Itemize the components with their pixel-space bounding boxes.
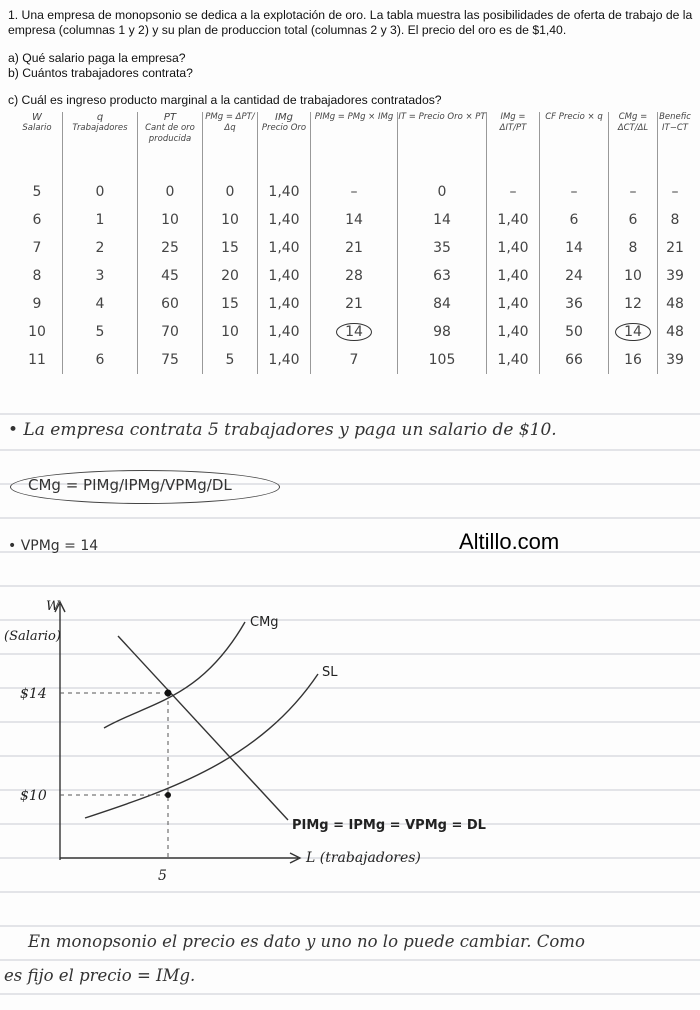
- table-cell: 48: [658, 290, 693, 318]
- table-cell: 6: [32, 212, 42, 228]
- table-row: [12, 290, 692, 318]
- question-b: b) Cuántos trabajadores contrata?: [8, 66, 193, 80]
- table-cell: 14: [311, 206, 398, 234]
- table-cell: 45: [138, 262, 203, 290]
- table-cell: 2: [63, 234, 138, 262]
- col-header: IT = Precio Oro × PT: [398, 112, 487, 170]
- y-tick-10: $10: [20, 788, 47, 804]
- table-cell: 4: [63, 290, 138, 318]
- wage-point: [165, 792, 171, 798]
- table-cell: 60: [138, 290, 203, 318]
- table-cell: 98: [398, 318, 487, 346]
- table-cell: 1,40: [258, 346, 311, 374]
- table-row: [12, 262, 692, 290]
- table-cell: 1,40: [258, 206, 311, 234]
- table-cell: 1,40: [487, 346, 540, 374]
- col-header: PIMg = PMg × IMg: [311, 112, 398, 170]
- monopsony-graph: [0, 590, 700, 890]
- col-header: CF Precio × q: [540, 112, 609, 170]
- table-row: [12, 170, 692, 206]
- table-cell: 8: [609, 234, 658, 262]
- table-cell: 8: [32, 268, 42, 284]
- table-cell: 0: [203, 170, 258, 206]
- table-cell: 10: [203, 318, 258, 346]
- table-cell: 21: [311, 234, 398, 262]
- table-cell: 6: [609, 206, 658, 234]
- table-cell: 39: [658, 346, 693, 374]
- x-tick-5: 5: [158, 868, 167, 884]
- table-cell: 8: [658, 206, 693, 234]
- table-cell: 12: [609, 290, 658, 318]
- table-cell: 21: [658, 234, 693, 262]
- col-header: CMg = ΔCT/ΔL: [609, 112, 658, 170]
- col-header: q Trabajadores: [63, 112, 138, 170]
- col-header: PT Cant de oro producida: [138, 112, 203, 170]
- supply-label: SL: [322, 665, 338, 680]
- table-cell: 66: [540, 346, 609, 374]
- y-tick-14: $14: [20, 686, 47, 702]
- circled-value: 14: [336, 323, 372, 341]
- table-row: [12, 206, 692, 234]
- table-cell: 7: [32, 240, 42, 256]
- table-row: [12, 234, 692, 262]
- col-header: IMg Precio Oro: [258, 112, 311, 170]
- table-cell: [311, 318, 398, 346]
- table-cell: 25: [138, 234, 203, 262]
- table-cell: 0: [138, 170, 203, 206]
- demand-label: PIMg = IPMg = VPMg = DL: [292, 818, 486, 833]
- table-cell: 16: [609, 346, 658, 374]
- table-cell: 35: [398, 234, 487, 262]
- question-c: c) Cuál es ingreso producto marginal a la cantidad de trabajadores contratados?: [8, 93, 442, 107]
- table-cell: 11: [28, 352, 46, 368]
- table-cell: 5: [32, 184, 42, 200]
- table-cell: 39: [658, 262, 693, 290]
- table-cell: –: [609, 170, 658, 206]
- table-cell: 10: [203, 206, 258, 234]
- answer-vpmg: • VPMg = 14: [8, 538, 99, 554]
- table-cell: 105: [398, 346, 487, 374]
- circled-value: 14: [615, 323, 651, 341]
- data-table: [12, 112, 692, 374]
- answer-hire-wage: • La empresa contrata 5 trabajadores y paga un salario de $10.: [8, 420, 557, 440]
- question-a: a) Qué salario paga la empresa?: [8, 51, 186, 65]
- table-header-row: [12, 112, 692, 170]
- table-cell: 9: [32, 296, 42, 312]
- cmg-curve: [104, 622, 245, 728]
- table-cell: 28: [311, 262, 398, 290]
- table-cell: 1,40: [258, 318, 311, 346]
- formula: CMg = PIMg/IPMg/VPMg/DL: [28, 476, 232, 494]
- table-cell: 1: [63, 206, 138, 234]
- table-cell: 1,40: [487, 206, 540, 234]
- table-cell: –: [540, 170, 609, 206]
- table-cell: 6: [63, 346, 138, 374]
- equilibrium-point: [165, 690, 172, 697]
- table-cell: 15: [203, 290, 258, 318]
- col-header: W Salario: [22, 112, 52, 133]
- supply-curve: [85, 674, 318, 818]
- table-cell: 5: [63, 318, 138, 346]
- table-cell: [609, 318, 658, 346]
- table-cell: 1,40: [258, 170, 311, 206]
- conclusion-line-1: En monopsonio el precio es dato y uno no lo puede cambiar. Como: [28, 932, 585, 951]
- col-header: Benefic IT−CT: [658, 112, 693, 170]
- y-axis-symbol: W: [46, 599, 60, 614]
- conclusion-line-2: es fijo el precio = IMg.: [4, 966, 196, 985]
- col-header: IMg = ΔIT/PT: [487, 112, 540, 170]
- table-cell: 24: [540, 262, 609, 290]
- watermark: Altillo.com: [459, 529, 560, 554]
- table-cell: –: [658, 170, 693, 206]
- table-cell: 63: [398, 262, 487, 290]
- table-cell: 10: [138, 206, 203, 234]
- table-row: [12, 318, 692, 346]
- table-cell: 1,40: [487, 318, 540, 346]
- table-cell: 50: [540, 318, 609, 346]
- col-header: PMg = ΔPT/Δq: [203, 112, 258, 170]
- table-cell: 36: [540, 290, 609, 318]
- cmg-label: CMg: [250, 615, 279, 630]
- table-cell: 7: [311, 346, 398, 374]
- table-cell: 0: [63, 170, 138, 206]
- table-row: [12, 346, 692, 374]
- table-cell: 10: [28, 324, 46, 340]
- table-cell: 1,40: [487, 290, 540, 318]
- table-cell: –: [311, 170, 398, 206]
- table-cell: 1,40: [487, 234, 540, 262]
- table-cell: 1,40: [258, 290, 311, 318]
- table-cell: 70: [138, 318, 203, 346]
- table-cell: 48: [658, 318, 693, 346]
- x-axis-label: L (trabajadores): [306, 850, 421, 866]
- table-cell: 14: [540, 234, 609, 262]
- table-cell: 84: [398, 290, 487, 318]
- table-cell: 20: [203, 262, 258, 290]
- table-cell: 5: [203, 346, 258, 374]
- table-cell: 0: [398, 170, 487, 206]
- table-cell: 1,40: [258, 262, 311, 290]
- table-cell: 14: [398, 206, 487, 234]
- table-cell: 10: [609, 262, 658, 290]
- table-cell: 3: [63, 262, 138, 290]
- table-cell: 21: [311, 290, 398, 318]
- table-cell: 1,40: [487, 262, 540, 290]
- table-cell: –: [487, 170, 540, 206]
- table-cell: 15: [203, 234, 258, 262]
- table-cell: 1,40: [258, 234, 311, 262]
- demand-curve: [118, 636, 288, 820]
- table-cell: 6: [540, 206, 609, 234]
- table-cell: 75: [138, 346, 203, 374]
- problem-statement: 1. Una empresa de monopsonio se dedica a la explotación de oro. La tabla muestra las posibilidades de oferta de trabajo de la empresa (columnas 1 y 2) y su plan de produccion total (columnas 2 y 3). El precio del oro es de $1,40.: [8, 8, 693, 37]
- y-axis-label: (Salario): [4, 629, 61, 644]
